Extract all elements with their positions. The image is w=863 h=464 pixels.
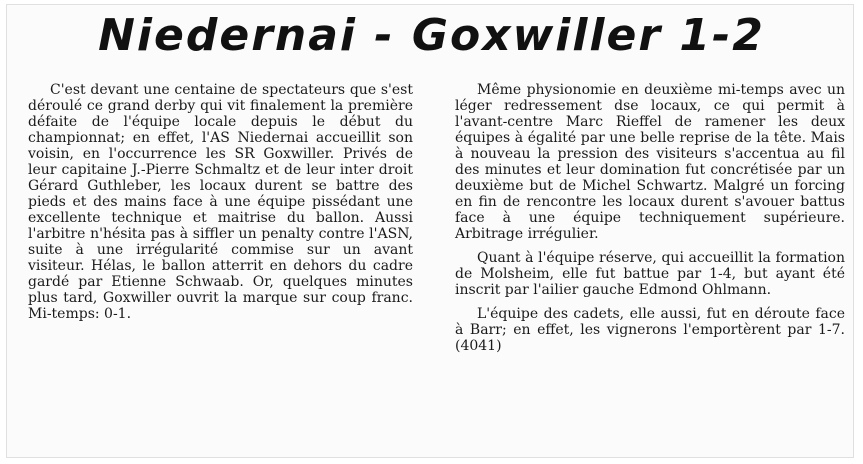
article-paragraph: L'équipe des cadets, elle aussi, fut en déroute face à Barr; en effet, les vignerons l'emportèrent par 1-7. (4041)	[455, 306, 845, 354]
article-paragraph: Même physionomie en deuxième mi-temps avec un léger redressement dse locaux, ce qui permit à l'avant-centre Marc Rieffel de ramener les deux équipes à égalité par une belle reprise de la tête. Mais à nouveau la pression des visiteurs s'accentua au fil des minutes et leur domination fut concrétisée par un deuxième but de Michel Schwartz. Malgré un forcing en fin de rencontre les locaux durent s'avouer battus face à une équipe techniquement supérieure. Arbitrage irrégulier.	[455, 82, 845, 242]
article-headline: Niedernai - Goxwiller 1-2	[98, 10, 765, 61]
article-paragraph: C'est devant une centaine de spectateurs que s'est déroulé ce grand derby qui vit finalement la première défaite de l'équipe locale depuis le début du championnat; en effet, l'AS Niedernai accueillit son voisin, en l'occurrence les SR Goxwiller. Privés de leur capitaine J.-Pierre Schmaltz et de leur inter droit Gérard Guthleber, les locaux durent se battre des pieds et des mains face à une équipe pissédant une excellente technique et maitrise du ballon. Aussi l'arbitre n'hésita pas à siffler un penalty contre l'ASN, suite à une irrégularité commise sur un avant visiteur. Hélas, le ballon atterrit en dehors du cadre gardé par Etienne Schwaab. Or, quelques minutes plus tard, Goxwiller ouvrit la marque sur coup franc. Mi-temps: 0-1.	[28, 82, 413, 322]
article-column-left	[28, 82, 413, 322]
article-column-right	[455, 82, 845, 354]
article-paragraph: Quant à l'équipe réserve, qui accueillit la formation de Molsheim, elle fut battue par 1-4, but ayant été inscrit par l'ailier gauche Edmond Ohlmann.	[455, 250, 845, 298]
